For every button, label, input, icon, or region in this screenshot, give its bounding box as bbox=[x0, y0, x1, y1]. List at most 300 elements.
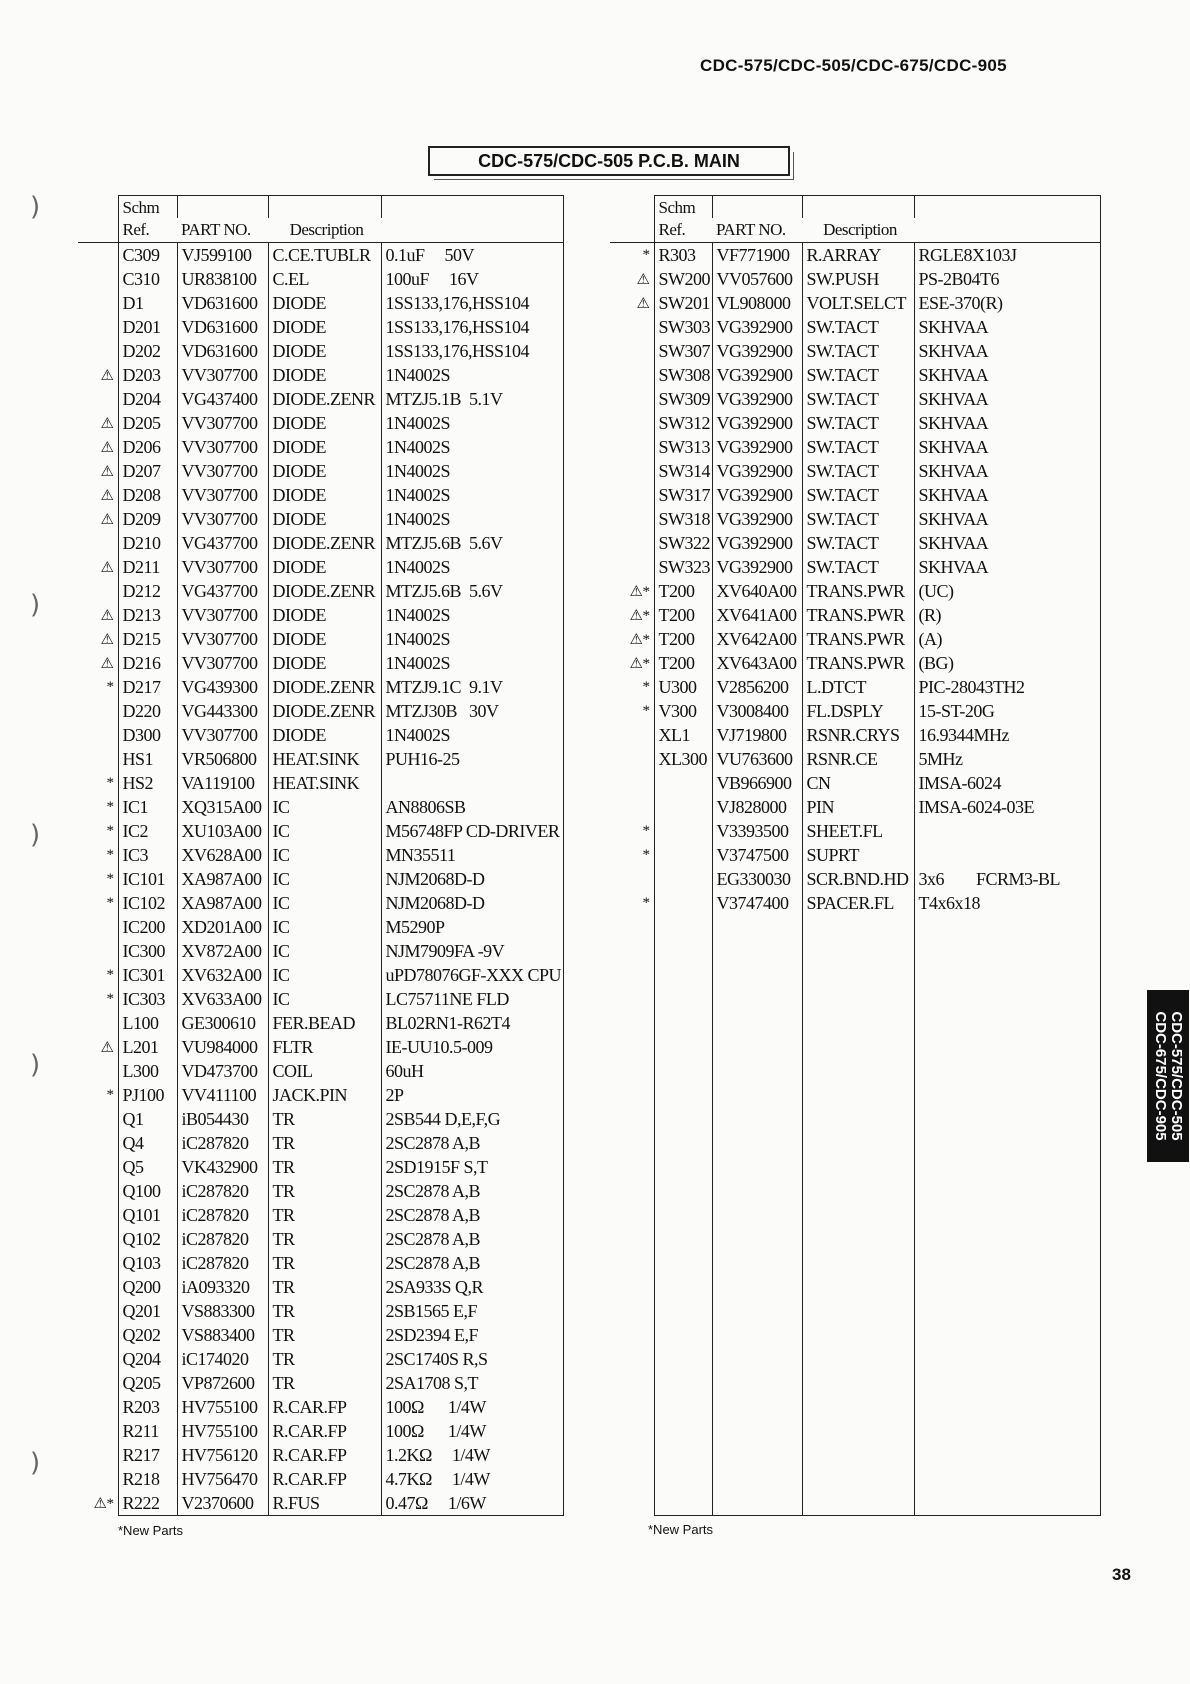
row-part-no: XV642A00 bbox=[712, 627, 802, 651]
table-row bbox=[610, 459, 1100, 483]
col-header-part-no: PART NO. bbox=[712, 218, 802, 243]
row-spec: 5MHz bbox=[914, 747, 1100, 771]
row-spec: (R) bbox=[914, 603, 1100, 627]
row-type: L.DTCT bbox=[802, 675, 914, 699]
row-part-no: XV640A00 bbox=[712, 579, 802, 603]
row-type: TR bbox=[268, 1227, 381, 1251]
row-part-no: iA093320 bbox=[177, 1275, 268, 1299]
row-part-no: XU103A00 bbox=[177, 819, 268, 843]
row-part-no: XA987A00 bbox=[177, 891, 268, 915]
row-type: TRANS.PWR bbox=[802, 627, 914, 651]
table-row-empty bbox=[610, 1227, 1100, 1251]
table-row bbox=[610, 483, 1100, 507]
row-part-no: EG330030 bbox=[712, 867, 802, 891]
row-type: IC bbox=[268, 891, 381, 915]
table-row-empty bbox=[610, 1467, 1100, 1491]
row-type: TR bbox=[268, 1299, 381, 1323]
row-part-no: VV307700 bbox=[177, 651, 268, 675]
table-row-empty bbox=[610, 1083, 1100, 1107]
table-row-empty bbox=[610, 1443, 1100, 1467]
row-spec: 1SS133,176,HSS104 bbox=[381, 291, 563, 315]
table-row bbox=[78, 843, 563, 867]
table-row bbox=[78, 1419, 563, 1443]
row-part-no: XV643A00 bbox=[712, 651, 802, 675]
row-mark bbox=[78, 1395, 118, 1419]
table-row bbox=[78, 747, 563, 771]
row-type: R.CAR.FP bbox=[268, 1395, 381, 1419]
table-row bbox=[78, 1395, 563, 1419]
binder-hole-mark: ) bbox=[30, 192, 41, 222]
row-mark bbox=[78, 1059, 118, 1083]
row-ref: V300 bbox=[654, 699, 712, 723]
row-spec: SKHVAA bbox=[914, 459, 1100, 483]
row-spec: IMSA-6024-03E bbox=[914, 795, 1100, 819]
row-type: SW.TACT bbox=[802, 315, 914, 339]
table-row bbox=[610, 627, 1100, 651]
row-ref: C309 bbox=[118, 243, 177, 268]
footnote-new-parts: *New Parts bbox=[648, 1522, 714, 1537]
row-spec: BL02RN1-R62T4 bbox=[381, 1011, 563, 1035]
row-type: RSNR.CRYS bbox=[802, 723, 914, 747]
row-ref: IC1 bbox=[118, 795, 177, 819]
table-row bbox=[78, 1203, 563, 1227]
row-ref: D201 bbox=[118, 315, 177, 339]
table-row bbox=[78, 1155, 563, 1179]
row-spec: MN35511 bbox=[381, 843, 563, 867]
row-ref: T200 bbox=[654, 627, 712, 651]
row-mark: ⚠ bbox=[100, 631, 114, 648]
row-ref: D203 bbox=[118, 363, 177, 387]
row-type: SW.PUSH bbox=[802, 267, 914, 291]
row-mark: * bbox=[106, 846, 114, 863]
row-type: FER.BEAD bbox=[268, 1011, 381, 1035]
row-spec: 2SA1708 S,T bbox=[381, 1371, 563, 1395]
side-tab-line: CDC-575/CDC-505 bbox=[1168, 1011, 1185, 1141]
table-row bbox=[78, 771, 563, 795]
row-mark: ⚠ bbox=[100, 439, 114, 456]
parts-table-right bbox=[610, 195, 1101, 1516]
row-mark bbox=[610, 771, 654, 795]
row-type: R.CAR.FP bbox=[268, 1419, 381, 1443]
table-row-empty bbox=[610, 1323, 1100, 1347]
row-spec: 1N4002S bbox=[381, 603, 563, 627]
row-ref: U300 bbox=[654, 675, 712, 699]
table-row bbox=[610, 507, 1100, 531]
row-ref: SW308 bbox=[654, 363, 712, 387]
row-type: DIODE bbox=[268, 315, 381, 339]
row-part-no: XQ315A00 bbox=[177, 795, 268, 819]
row-spec: 60uH bbox=[381, 1059, 563, 1083]
row-mark: ⚠ bbox=[100, 1039, 114, 1056]
table-row-empty bbox=[610, 915, 1100, 939]
row-ref: D220 bbox=[118, 699, 177, 723]
row-type: DIODE bbox=[268, 555, 381, 579]
row-ref bbox=[654, 795, 712, 819]
footnote-new-parts: *New Parts bbox=[118, 1523, 184, 1538]
row-part-no: VG392900 bbox=[712, 555, 802, 579]
row-mark bbox=[610, 387, 654, 411]
row-mark: ⚠ bbox=[100, 367, 114, 384]
row-ref: HS1 bbox=[118, 747, 177, 771]
page-number: 38 bbox=[1112, 1565, 1131, 1584]
table-row bbox=[78, 1323, 563, 1347]
row-part-no: XV632A00 bbox=[177, 963, 268, 987]
row-part-no: VG392900 bbox=[712, 435, 802, 459]
row-spec: 2SC2878 A,B bbox=[381, 1227, 563, 1251]
row-part-no: VG437700 bbox=[177, 531, 268, 555]
row-part-no: XA987A00 bbox=[177, 867, 268, 891]
row-part-no: VV307700 bbox=[177, 435, 268, 459]
table-row-empty bbox=[610, 963, 1100, 987]
row-ref: Q102 bbox=[118, 1227, 177, 1251]
table-row bbox=[78, 507, 563, 531]
row-ref: L201 bbox=[118, 1035, 177, 1059]
row-part-no: HV755100 bbox=[177, 1395, 268, 1419]
row-spec: 1N4002S bbox=[381, 651, 563, 675]
col-header-schm: Schm bbox=[654, 196, 712, 219]
row-ref: D217 bbox=[118, 675, 177, 699]
row-type: DIODE bbox=[268, 339, 381, 363]
row-part-no: VF771900 bbox=[712, 243, 802, 268]
row-mark bbox=[610, 483, 654, 507]
row-type: DIODE bbox=[268, 435, 381, 459]
row-mark: * bbox=[642, 822, 650, 839]
row-mark bbox=[78, 699, 118, 723]
row-mark: * bbox=[106, 798, 114, 815]
row-part-no: GE300610 bbox=[177, 1011, 268, 1035]
row-part-no: VV307700 bbox=[177, 723, 268, 747]
row-mark bbox=[610, 411, 654, 435]
row-spec: 2SB544 D,E,F,G bbox=[381, 1107, 563, 1131]
table-row bbox=[610, 819, 1100, 843]
row-type: FL.DSPLY bbox=[802, 699, 914, 723]
row-mark bbox=[78, 1131, 118, 1155]
row-part-no: V2856200 bbox=[712, 675, 802, 699]
row-part-no: VV307700 bbox=[177, 363, 268, 387]
row-type: TR bbox=[268, 1131, 381, 1155]
row-spec: PS-2B04T6 bbox=[914, 267, 1100, 291]
row-type: TR bbox=[268, 1107, 381, 1131]
row-type: CN bbox=[802, 771, 914, 795]
row-type: SW.TACT bbox=[802, 387, 914, 411]
row-spec: MTZJ5.6B 5.6V bbox=[381, 531, 563, 555]
row-part-no: VL908000 bbox=[712, 291, 802, 315]
row-spec: (A) bbox=[914, 627, 1100, 651]
row-part-no: VG437700 bbox=[177, 579, 268, 603]
row-type: TR bbox=[268, 1179, 381, 1203]
row-spec: MTZJ30B 30V bbox=[381, 699, 563, 723]
row-spec: 100Ω 1/4W bbox=[381, 1395, 563, 1419]
table-row-empty bbox=[610, 987, 1100, 1011]
row-mark: * bbox=[106, 894, 114, 911]
parts-table-left bbox=[78, 195, 564, 1516]
row-part-no: HV755100 bbox=[177, 1419, 268, 1443]
row-type: DIODE bbox=[268, 627, 381, 651]
table-row bbox=[78, 651, 563, 675]
row-ref: D208 bbox=[118, 483, 177, 507]
table-row bbox=[78, 531, 563, 555]
row-type: R.CAR.FP bbox=[268, 1467, 381, 1491]
table-row-empty bbox=[610, 939, 1100, 963]
row-spec: uPD78076GF-XXX CPU bbox=[381, 963, 563, 987]
row-spec: SKHVAA bbox=[914, 507, 1100, 531]
row-type: DIODE.ZENR bbox=[268, 699, 381, 723]
row-type: IC bbox=[268, 987, 381, 1011]
table-row bbox=[78, 603, 563, 627]
row-mark bbox=[610, 723, 654, 747]
row-ref: D205 bbox=[118, 411, 177, 435]
table-row bbox=[610, 267, 1100, 291]
row-ref: D209 bbox=[118, 507, 177, 531]
row-spec: 2SD2394 E,F bbox=[381, 1323, 563, 1347]
binder-hole-mark: ) bbox=[30, 820, 41, 850]
row-type: R.ARRAY bbox=[802, 243, 914, 268]
row-spec: AN8806SB bbox=[381, 795, 563, 819]
row-part-no: VS883400 bbox=[177, 1323, 268, 1347]
table-row-empty bbox=[610, 1275, 1100, 1299]
row-ref: R218 bbox=[118, 1467, 177, 1491]
table-row bbox=[610, 531, 1100, 555]
row-type: DIODE.ZENR bbox=[268, 579, 381, 603]
table-row bbox=[78, 1275, 563, 1299]
table-row bbox=[78, 459, 563, 483]
row-ref: IC300 bbox=[118, 939, 177, 963]
row-ref: D1 bbox=[118, 291, 177, 315]
row-type: DIODE.ZENR bbox=[268, 387, 381, 411]
row-mark: ⚠ bbox=[100, 487, 114, 504]
table-row bbox=[78, 1107, 563, 1131]
row-spec: 1N4002S bbox=[381, 507, 563, 531]
row-spec: PIC-28043TH2 bbox=[914, 675, 1100, 699]
row-spec: M5290P bbox=[381, 915, 563, 939]
table-row bbox=[610, 315, 1100, 339]
row-mark: * bbox=[106, 822, 114, 839]
row-mark: ⚠* bbox=[629, 583, 650, 600]
row-type: IC bbox=[268, 915, 381, 939]
page-title: CDC-575/CDC-505 P.C.B. MAIN bbox=[428, 146, 790, 176]
row-spec: NJM2068D-D bbox=[381, 891, 563, 915]
row-part-no: XV641A00 bbox=[712, 603, 802, 627]
row-mark bbox=[78, 1179, 118, 1203]
table-row bbox=[610, 723, 1100, 747]
row-type: DIODE bbox=[268, 507, 381, 531]
table-row bbox=[78, 267, 563, 291]
row-spec: 1N4002S bbox=[381, 555, 563, 579]
table-row bbox=[610, 435, 1100, 459]
row-spec: MTZJ9.1C 9.1V bbox=[381, 675, 563, 699]
table-row bbox=[78, 627, 563, 651]
row-type: DIODE bbox=[268, 603, 381, 627]
row-spec: 1N4002S bbox=[381, 363, 563, 387]
row-type: FLTR bbox=[268, 1035, 381, 1059]
table-row-empty bbox=[610, 1131, 1100, 1155]
row-ref: SW317 bbox=[654, 483, 712, 507]
row-mark bbox=[78, 747, 118, 771]
row-part-no: VR506800 bbox=[177, 747, 268, 771]
row-part-no: iB054430 bbox=[177, 1107, 268, 1131]
row-part-no: VV307700 bbox=[177, 507, 268, 531]
row-part-no: VU763600 bbox=[712, 747, 802, 771]
row-spec: NJM2068D-D bbox=[381, 867, 563, 891]
row-part-no: VG392900 bbox=[712, 315, 802, 339]
table-row bbox=[78, 891, 563, 915]
row-mark: * bbox=[106, 990, 114, 1007]
row-ref: Q202 bbox=[118, 1323, 177, 1347]
row-spec: SKHVAA bbox=[914, 339, 1100, 363]
row-ref: Q201 bbox=[118, 1299, 177, 1323]
row-mark: ⚠* bbox=[93, 1495, 114, 1512]
row-type: TRANS.PWR bbox=[802, 603, 914, 627]
row-ref bbox=[654, 819, 712, 843]
row-mark bbox=[78, 915, 118, 939]
row-mark bbox=[78, 723, 118, 747]
row-ref: SW303 bbox=[654, 315, 712, 339]
table-row bbox=[610, 867, 1100, 891]
row-spec: IMSA-6024 bbox=[914, 771, 1100, 795]
table-row bbox=[610, 699, 1100, 723]
table-row bbox=[610, 843, 1100, 867]
row-type: SW.TACT bbox=[802, 483, 914, 507]
table-row bbox=[78, 1251, 563, 1275]
row-spec bbox=[381, 771, 563, 795]
row-ref: D212 bbox=[118, 579, 177, 603]
row-ref: Q5 bbox=[118, 1155, 177, 1179]
row-spec: 2SC2878 A,B bbox=[381, 1131, 563, 1155]
row-type: TR bbox=[268, 1371, 381, 1395]
row-ref: R217 bbox=[118, 1443, 177, 1467]
row-part-no: VG392900 bbox=[712, 363, 802, 387]
row-mark: ⚠ bbox=[100, 559, 114, 576]
row-ref: C310 bbox=[118, 267, 177, 291]
table-row-empty bbox=[610, 1371, 1100, 1395]
row-ref: D202 bbox=[118, 339, 177, 363]
row-type: PIN bbox=[802, 795, 914, 819]
table-row bbox=[78, 1299, 563, 1323]
table-row bbox=[78, 1371, 563, 1395]
row-part-no: XD201A00 bbox=[177, 915, 268, 939]
table-row bbox=[78, 363, 563, 387]
row-part-no: VJ719800 bbox=[712, 723, 802, 747]
table-row bbox=[78, 699, 563, 723]
row-part-no: VD631600 bbox=[177, 339, 268, 363]
row-mark: * bbox=[106, 774, 114, 791]
table-row bbox=[78, 579, 563, 603]
row-ref: D211 bbox=[118, 555, 177, 579]
row-spec: 2P bbox=[381, 1083, 563, 1107]
row-type: SW.TACT bbox=[802, 531, 914, 555]
table-row bbox=[78, 1059, 563, 1083]
row-ref: D207 bbox=[118, 459, 177, 483]
table-row bbox=[610, 387, 1100, 411]
row-spec: 2SB1565 E,F bbox=[381, 1299, 563, 1323]
row-spec: SKHVAA bbox=[914, 483, 1100, 507]
row-spec: PUH16-25 bbox=[381, 747, 563, 771]
row-part-no: VG392900 bbox=[712, 411, 802, 435]
row-mark bbox=[78, 1371, 118, 1395]
table-row bbox=[78, 411, 563, 435]
table-row-empty bbox=[610, 1491, 1100, 1516]
row-part-no: VV307700 bbox=[177, 483, 268, 507]
row-type: TR bbox=[268, 1323, 381, 1347]
row-ref: R211 bbox=[118, 1419, 177, 1443]
row-type: SW.TACT bbox=[802, 435, 914, 459]
row-spec: 1N4002S bbox=[381, 723, 563, 747]
row-mark bbox=[78, 1467, 118, 1491]
table-row bbox=[78, 795, 563, 819]
row-type: VOLT.SELCT bbox=[802, 291, 914, 315]
row-mark bbox=[610, 507, 654, 531]
row-ref: SW312 bbox=[654, 411, 712, 435]
table-row bbox=[78, 483, 563, 507]
row-type: DIODE bbox=[268, 483, 381, 507]
table-row-empty bbox=[610, 1059, 1100, 1083]
row-ref bbox=[654, 843, 712, 867]
row-spec: 1SS133,176,HSS104 bbox=[381, 315, 563, 339]
row-mark bbox=[78, 315, 118, 339]
row-mark bbox=[78, 1155, 118, 1179]
row-type: SUPRT bbox=[802, 843, 914, 867]
row-spec: SKHVAA bbox=[914, 315, 1100, 339]
row-spec: SKHVAA bbox=[914, 555, 1100, 579]
row-type: DIODE.ZENR bbox=[268, 675, 381, 699]
binder-hole-mark: ) bbox=[30, 1448, 41, 1478]
row-ref: T200 bbox=[654, 603, 712, 627]
row-spec: (BG) bbox=[914, 651, 1100, 675]
row-type: DIODE bbox=[268, 291, 381, 315]
table-row-empty bbox=[610, 1011, 1100, 1035]
row-spec: 100uF 16V bbox=[381, 267, 563, 291]
row-part-no: iC287820 bbox=[177, 1251, 268, 1275]
row-mark bbox=[610, 531, 654, 555]
table-row bbox=[78, 1035, 563, 1059]
row-part-no: V3008400 bbox=[712, 699, 802, 723]
table-row bbox=[610, 603, 1100, 627]
row-spec: 15-ST-20G bbox=[914, 699, 1100, 723]
row-mark bbox=[78, 1275, 118, 1299]
row-mark: * bbox=[106, 678, 114, 695]
row-spec: SKHVAA bbox=[914, 363, 1100, 387]
row-type: SW.TACT bbox=[802, 339, 914, 363]
row-spec: 1N4002S bbox=[381, 483, 563, 507]
row-ref: IC301 bbox=[118, 963, 177, 987]
row-mark bbox=[610, 867, 654, 891]
table-row-empty bbox=[610, 1251, 1100, 1275]
row-mark bbox=[78, 531, 118, 555]
row-ref: SW318 bbox=[654, 507, 712, 531]
row-ref: Q101 bbox=[118, 1203, 177, 1227]
row-type: DIODE bbox=[268, 651, 381, 675]
row-part-no: VP872600 bbox=[177, 1371, 268, 1395]
row-ref: L100 bbox=[118, 1011, 177, 1035]
row-spec: MTZJ5.6B 5.6V bbox=[381, 579, 563, 603]
table-row bbox=[78, 915, 563, 939]
table-row bbox=[610, 795, 1100, 819]
row-type: TR bbox=[268, 1203, 381, 1227]
row-part-no: HV756120 bbox=[177, 1443, 268, 1467]
row-spec: 1.2KΩ 1/4W bbox=[381, 1443, 563, 1467]
row-type: JACK.PIN bbox=[268, 1083, 381, 1107]
row-mark bbox=[78, 1227, 118, 1251]
row-type: HEAT.SINK bbox=[268, 747, 381, 771]
row-ref: SW313 bbox=[654, 435, 712, 459]
row-ref: R303 bbox=[654, 243, 712, 268]
row-type: HEAT.SINK bbox=[268, 771, 381, 795]
table-row-empty bbox=[610, 1107, 1100, 1131]
row-spec: 2SC2878 A,B bbox=[381, 1203, 563, 1227]
table-row bbox=[78, 675, 563, 699]
row-part-no: V3747500 bbox=[712, 843, 802, 867]
row-ref: Q200 bbox=[118, 1275, 177, 1299]
